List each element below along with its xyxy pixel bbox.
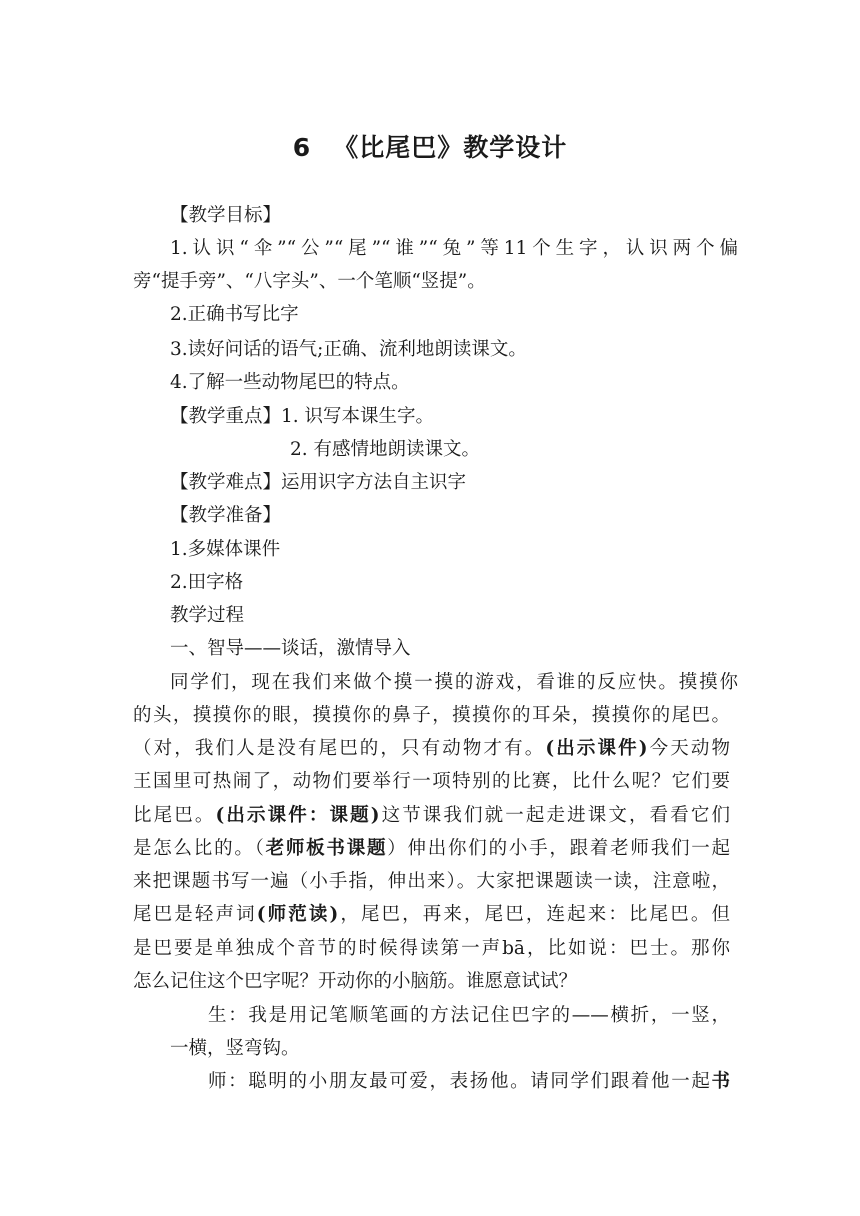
paragraph-line-3-bold: (出示课件): [545, 738, 648, 759]
paragraph-line-3-a: （对，我们人是没有尾巴的，只有动物才有。: [133, 738, 546, 759]
goal-1-line-2: 旁“提手旁”、“八字头”、一个笔顺“竖提”。: [133, 271, 486, 292]
difficulty-text: 运用识字方法自主识字: [281, 472, 467, 493]
paragraph-line-1: 同学们，现在我们来做个摸一摸的游戏，看谁的反应快。摸摸你: [170, 672, 738, 693]
key-points-heading: 【教学重点】: [170, 406, 282, 427]
difficulty-row: [170, 470, 466, 496]
key-point-1: 1. 识写本课生字。: [281, 406, 435, 427]
goal-4: 4.了解一些动物尾巴的特点。: [170, 372, 410, 393]
paragraph-line-6-a: 是怎么比的。（: [133, 838, 266, 859]
paragraph-line-6: [133, 836, 730, 862]
student-line-2: 一横，竖弯钩。: [170, 1038, 300, 1059]
goal-2: 2.正确书写比字: [170, 304, 299, 325]
key-points-row: [170, 404, 434, 430]
paragraph-line-6-c: ）伸出你们的小手，跟着老师我们一起: [387, 838, 730, 859]
page-title: [0, 128, 860, 164]
paragraph-line-8-bold: (师范读): [256, 904, 339, 925]
paragraph-line-7: 来把课题书写一遍（小手指，伸出来）。大家把课题读一读，注意啦，: [133, 871, 730, 892]
preparation-1: 1.多媒体课件: [170, 539, 281, 560]
paragraph-line-3-c: 今天动物: [647, 738, 730, 759]
paragraph-line-2: 的头，摸摸你的眼，摸摸你的鼻子，摸摸你的耳朵，摸摸你的尾巴。: [133, 705, 730, 726]
section-1-heading: 一、智导——谈话，激情导入: [170, 638, 411, 659]
paragraph-line-5-bold: (出示课件：课题): [215, 805, 380, 826]
teacher-line-1-a: 师：聪明的小朋友最可爱，表扬他。请同学们跟着他一起: [208, 1071, 712, 1092]
title-number: 6: [292, 133, 312, 162]
teacher-line-1: [208, 1069, 730, 1095]
paragraph-line-6-bold: 老师板书课题: [265, 838, 388, 859]
preparation-2: 2.田字格: [170, 572, 244, 593]
goal-3: 3.读好问话的语气;正确、流利地朗读课文。: [170, 339, 527, 360]
paragraph-line-9: 是巴要是单独成个音节的时候得读第一声bā，比如说：巴士。那你: [133, 938, 730, 959]
goals-heading: 【教学目标】: [170, 205, 282, 226]
process-heading: 教学过程: [170, 605, 245, 626]
key-point-2: 2. 有感情地朗读课文。: [290, 439, 481, 460]
paragraph-line-8-a: 尾巴是轻声词: [133, 904, 257, 925]
goal-1-line-1: 1.认识“伞”“公”“尾”“谁”“兔”等11个生字，认识两个偏: [170, 238, 738, 259]
paragraph-line-3: [133, 736, 730, 762]
paragraph-line-10: 怎么记住这个巴字呢？开动你的小脑筋。谁愿意试试？: [133, 971, 578, 992]
difficulty-heading: 【教学难点】: [170, 472, 282, 493]
paragraph-line-8: [133, 902, 730, 928]
student-line-1: 生：我是用记笔顺笔画的方法记住巴字的——横折，一竖，: [208, 1005, 730, 1026]
teacher-line-1-bold: 书: [711, 1071, 730, 1092]
paragraph-line-5-c: 这节课我们就一起走进课文，看看它们: [379, 805, 730, 826]
paragraph-line-8-c: ，尾巴，再来，尾巴，连起来：比尾巴。但: [338, 904, 730, 925]
paragraph-line-5: [133, 803, 730, 829]
paragraph-line-4: 王国里可热闹了，动物们要举行一项特别的比赛，比什么呢？它们要: [133, 771, 730, 792]
preparation-heading: 【教学准备】: [170, 505, 282, 526]
title-text: 《比尾巴》教学设计: [333, 133, 568, 162]
paragraph-line-5-a: 比尾巴。: [133, 805, 216, 826]
